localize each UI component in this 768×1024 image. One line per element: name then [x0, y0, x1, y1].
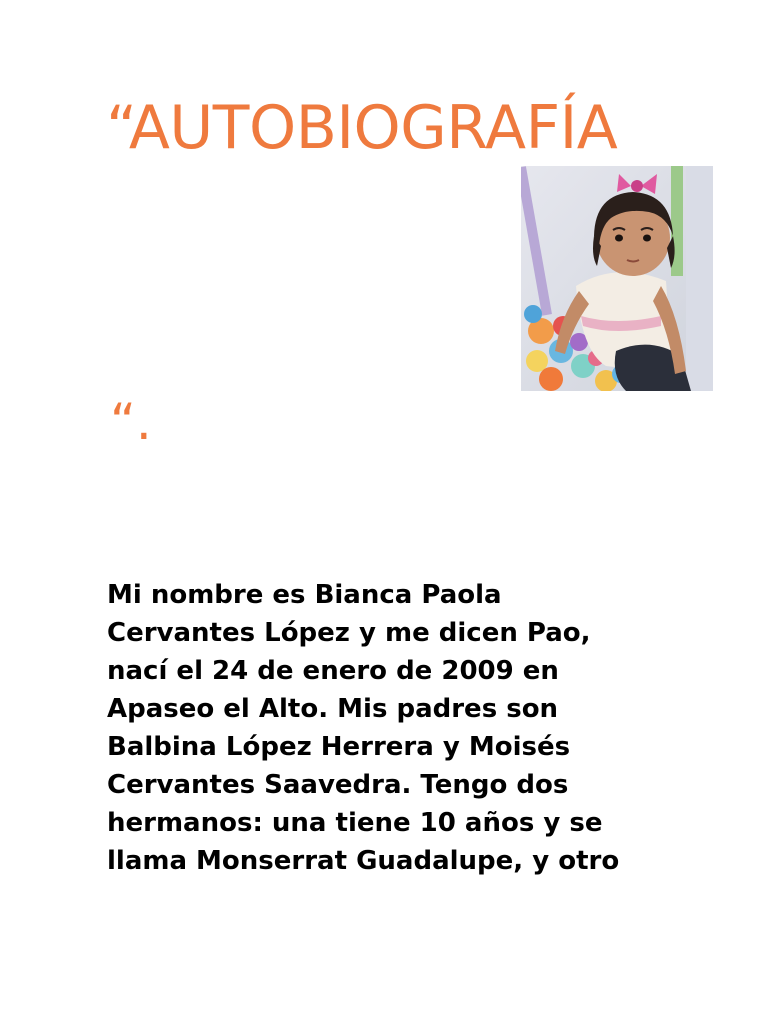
paragraph-line: Cervantes López y me dicen Pao, — [107, 618, 591, 648]
paragraph-line: Apaseo el Alto. Mis padres son — [107, 694, 559, 724]
paragraph-line: Cervantes Saavedra. Tengo dos — [107, 770, 569, 800]
quote-mark: “. — [110, 393, 152, 451]
document-title: “AUTOBIOGRAFÍA — [106, 93, 618, 163]
child-photo-icon — [521, 166, 713, 391]
paragraph-line: Mi nombre es Bianca Paola — [107, 580, 502, 610]
child-photo — [521, 166, 713, 391]
paragraph-line: llama Monserrat Guadalupe, y otro — [107, 846, 620, 876]
paragraph-line: hermanos: una tiene 10 años y se — [107, 808, 603, 838]
paragraph-line: nací el 24 de enero de 2009 en — [107, 656, 559, 686]
paragraph-line: Balbina López Herrera y Moisés — [107, 732, 571, 762]
autobiography-paragraph — [107, 576, 707, 880]
